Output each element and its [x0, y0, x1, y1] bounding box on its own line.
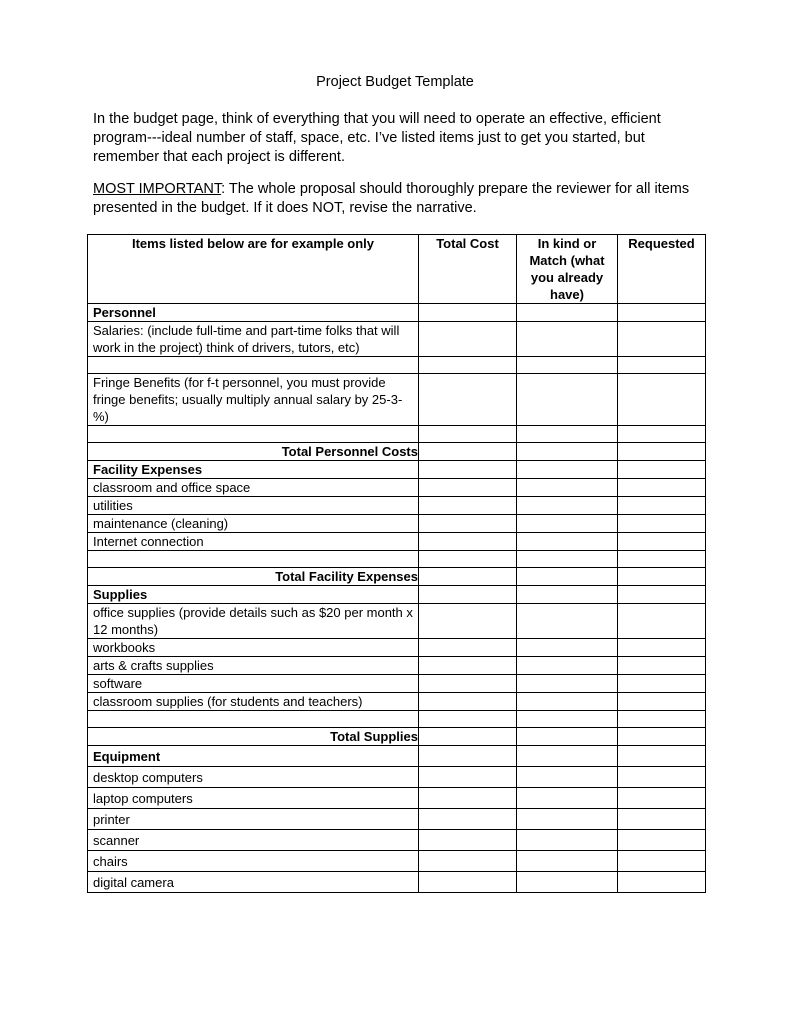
important-text: : The whole proposal should thoroughly prepare the reviewer for all items presented in the budget. If it does NOT, revise the narrative.	[93, 181, 690, 216]
row-label: software	[88, 675, 419, 693]
header-items: Items listed below are for example only	[88, 235, 419, 304]
table-row	[88, 657, 706, 675]
row-label: maintenance (cleaning)	[88, 515, 419, 533]
table-row	[88, 426, 706, 443]
header-requested: Requested	[618, 235, 706, 304]
section-heading-supplies: Supplies	[88, 586, 419, 604]
total-facility-label: Total Facility Expenses	[88, 568, 419, 586]
total-supplies-label: Total Supplies	[88, 728, 419, 746]
table-row	[88, 830, 706, 851]
table-row	[88, 639, 706, 657]
table-row	[88, 515, 706, 533]
row-label: Internet connection	[88, 533, 419, 551]
table-row	[88, 809, 706, 830]
row-label: classroom and office space	[88, 479, 419, 497]
table-row	[88, 675, 706, 693]
row-label: scanner	[88, 830, 419, 851]
important-label: MOST IMPORTANT	[93, 181, 222, 197]
total-personnel-label: Total Personnel Costs	[88, 443, 419, 461]
row-label: digital camera	[88, 872, 419, 893]
table-row	[88, 872, 706, 893]
table-row	[88, 788, 706, 809]
section-heading-equipment: Equipment	[88, 746, 419, 767]
row-label: laptop computers	[88, 788, 419, 809]
header-total-cost: Total Cost	[419, 235, 517, 304]
intro-paragraph: In the budget page, think of everything that you will need to operate an effective, efficient program---ideal number of staff, space, etc. I’ve listed items just to get you started, but remember that each project is different.	[93, 111, 661, 165]
total-row	[88, 728, 706, 746]
header-in-kind: In kind or Match (what you already have)	[517, 235, 618, 304]
row-label: Fringe Benefits (for f-t personnel, you must provide fringe benefits; usually multiply annual salary by 25-3-%)	[88, 374, 419, 426]
row-label: office supplies (provide details such as $20 per month x 12 months)	[88, 604, 419, 639]
table-row	[88, 533, 706, 551]
table-row	[88, 374, 706, 426]
row-label: desktop computers	[88, 767, 419, 788]
table-row	[88, 479, 706, 497]
table-row	[88, 767, 706, 788]
row-label: Salaries: (include full-time and part-time folks that will work in the project) think of drivers, tutors, etc)	[88, 322, 419, 357]
table-row	[88, 693, 706, 711]
budget-table	[87, 234, 706, 893]
table-row	[88, 746, 706, 767]
row-label: workbooks	[88, 639, 419, 657]
row-label: printer	[88, 809, 419, 830]
section-heading-personnel: Personnel	[88, 304, 419, 322]
table-row	[88, 322, 706, 357]
table-row	[88, 357, 706, 374]
section-heading-facility: Facility Expenses	[88, 461, 419, 479]
total-row	[88, 568, 706, 586]
table-row	[88, 497, 706, 515]
table-row	[88, 461, 706, 479]
document-title: Project Budget Template	[316, 74, 474, 90]
table-row	[88, 304, 706, 322]
table-row	[88, 604, 706, 639]
important-paragraph	[93, 180, 713, 218]
total-row	[88, 443, 706, 461]
row-label: chairs	[88, 851, 419, 872]
table-row	[88, 551, 706, 568]
table-row	[88, 851, 706, 872]
row-label: utilities	[88, 497, 419, 515]
row-label: classroom supplies (for students and teachers)	[88, 693, 419, 711]
row-label: arts & crafts supplies	[88, 657, 419, 675]
header-row	[88, 235, 706, 304]
table-row	[88, 586, 706, 604]
table-row	[88, 711, 706, 728]
